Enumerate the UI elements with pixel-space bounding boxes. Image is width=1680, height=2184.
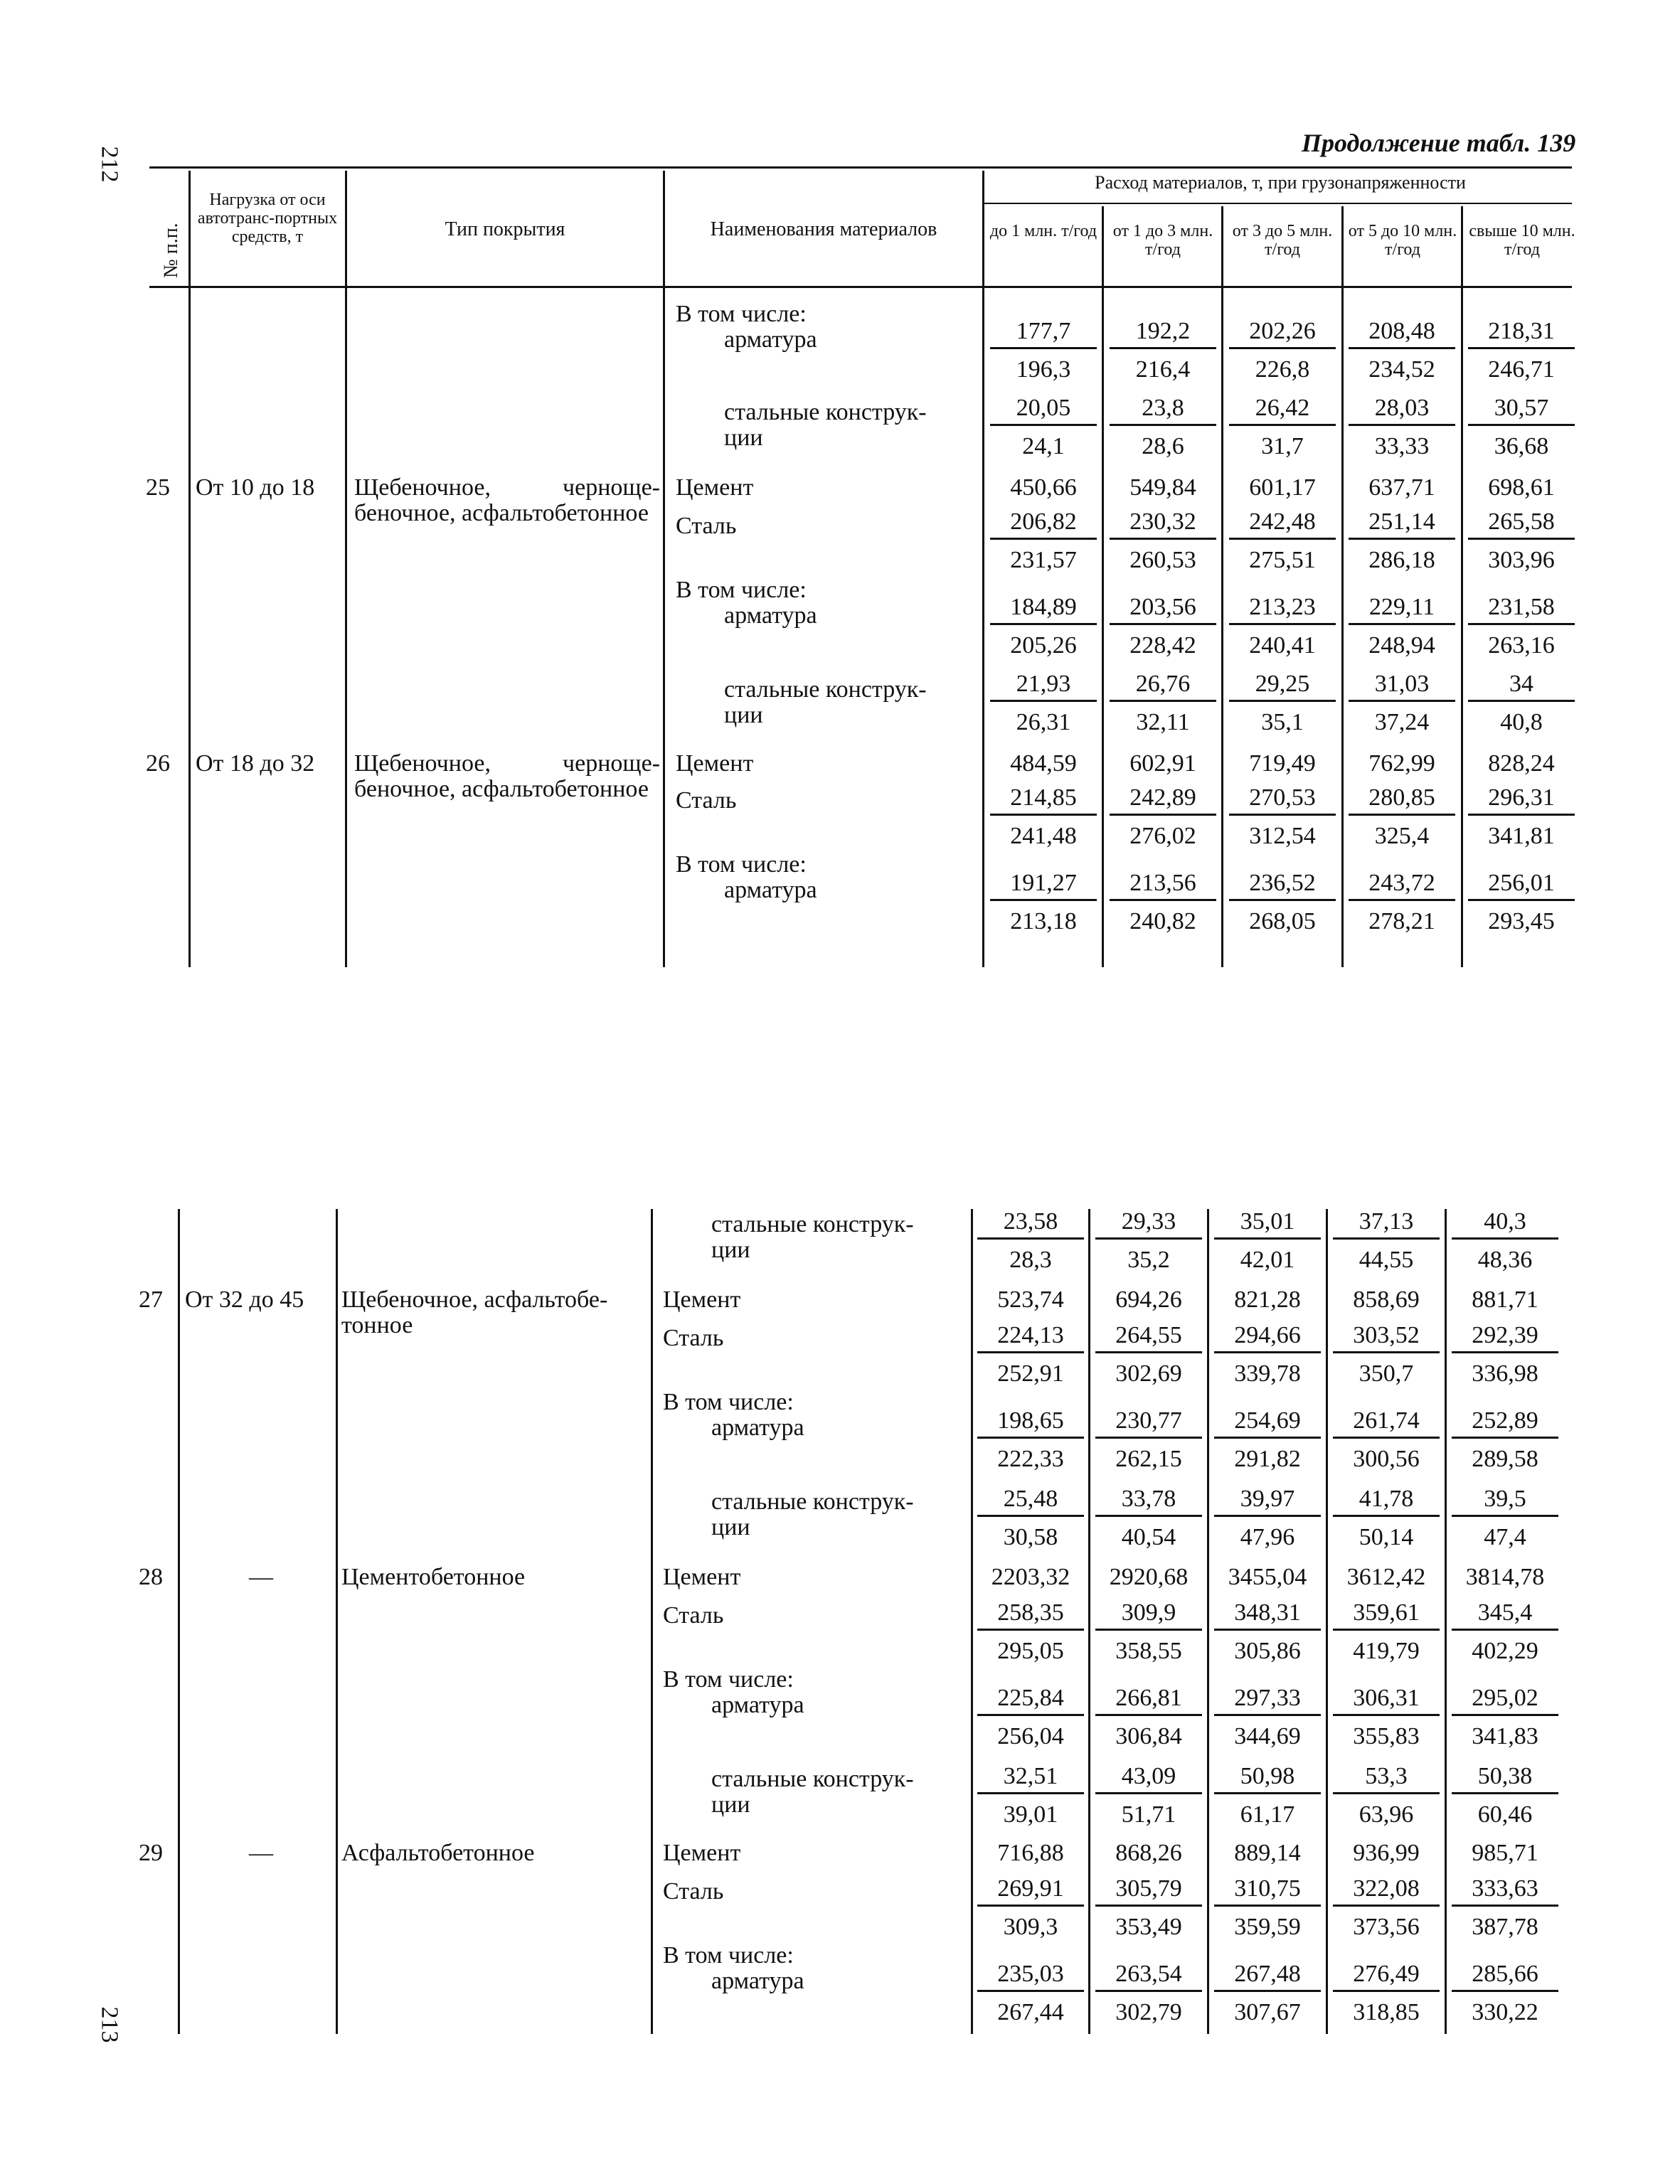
row-load: От 32 до 45 (185, 1287, 304, 1313)
table-continuation-title: Продолжение табл. 139 (1302, 129, 1576, 157)
material-label: Сталь (663, 1878, 724, 1905)
material-label: арматура (711, 1692, 804, 1718)
top-rule (149, 166, 1572, 169)
value-cell: 39,01 (1003, 1801, 1058, 1828)
value-cell: 40,54 (1121, 1524, 1176, 1550)
value-cell: 43,09 (1095, 1764, 1202, 1794)
value-cell: 34 (1468, 671, 1575, 702)
value-cell: 33,33 (1374, 433, 1430, 459)
value-cell: 261,74 (1333, 1408, 1440, 1439)
value-cell: 26,76 (1110, 671, 1216, 702)
value-cell: 260,53 (1129, 547, 1196, 573)
value-cell: 359,59 (1234, 1914, 1301, 1940)
value-cell: 21,93 (990, 671, 1097, 702)
value-cell: 278,21 (1368, 908, 1435, 934)
value-cell: 60,46 (1477, 1801, 1533, 1828)
value-cell: 694,26 (1115, 1287, 1182, 1313)
value-cell: 267,48 (1214, 1961, 1321, 1992)
col-line (345, 171, 347, 967)
value-cell: 312,54 (1249, 823, 1316, 849)
value-cell: 325,4 (1374, 823, 1430, 849)
value-cell: 256,01 (1468, 870, 1575, 901)
value-cell: 309,9 (1095, 1600, 1202, 1631)
value-cell: 270,53 (1229, 785, 1336, 816)
value-cell: 35,1 (1261, 709, 1304, 735)
value-cell: 280,85 (1349, 785, 1455, 816)
col-line (336, 1209, 338, 2034)
material-label: Сталь (676, 513, 737, 539)
row-no: 29 (139, 1840, 163, 1866)
value-cell: 39,5 (1452, 1486, 1558, 1517)
value-cell: 196,3 (1016, 356, 1071, 383)
value-cell: 285,66 (1452, 1961, 1558, 1992)
value-cell: 240,82 (1129, 908, 1196, 934)
col-line (1102, 206, 1104, 967)
value-cell: 230,32 (1110, 509, 1216, 540)
row-coverage: Щебеночное, чернощебеночное, асфальтобетонное (354, 474, 660, 526)
row-no: 27 (139, 1287, 163, 1313)
value-cell: 330,22 (1472, 1999, 1538, 2025)
material-label: В том числе: (676, 301, 807, 327)
value-cell: 523,74 (997, 1287, 1064, 1313)
header-no: № п.п. (160, 223, 182, 278)
value-cell: 29,25 (1229, 671, 1336, 702)
value-cell: 28,3 (1009, 1247, 1052, 1273)
value-cell: 243,72 (1349, 870, 1455, 901)
value-cell: 268,05 (1249, 908, 1316, 934)
value-cell: 322,08 (1333, 1876, 1440, 1907)
value-cell: 48,36 (1477, 1247, 1533, 1273)
value-cell: 37,13 (1333, 1209, 1440, 1240)
material-label: В том числе: (676, 851, 807, 878)
value-cell: 3814,78 (1465, 1564, 1545, 1590)
value-cell: 828,24 (1488, 750, 1555, 777)
value-cell: 264,55 (1095, 1323, 1202, 1353)
value-cell: 300,56 (1353, 1446, 1420, 1472)
value-cell: 348,31 (1214, 1600, 1321, 1631)
value-cell: 698,61 (1488, 474, 1555, 501)
value-cell: 61,17 (1240, 1801, 1295, 1828)
value-cell: 63,96 (1359, 1801, 1414, 1828)
value-cell: 2203,32 (991, 1564, 1070, 1590)
col-line (982, 171, 984, 967)
value-cell: 450,66 (1010, 474, 1077, 501)
value-cell: 226,8 (1255, 356, 1310, 383)
value-cell: 231,57 (1010, 547, 1077, 573)
material-label: В том числе: (663, 1389, 794, 1415)
value-cell: 39,97 (1214, 1486, 1321, 1517)
value-cell: 858,69 (1353, 1287, 1420, 1313)
material-label: арматура (724, 326, 817, 353)
value-cell: 25,48 (977, 1486, 1084, 1517)
value-cell: 20,05 (990, 395, 1097, 426)
row-no: 26 (146, 750, 170, 777)
material-label: стальные конструк-ции (711, 1766, 914, 1818)
value-cell: 213,23 (1229, 595, 1336, 625)
value-cell: 254,69 (1214, 1408, 1321, 1439)
value-cell: 310,75 (1214, 1876, 1321, 1907)
value-cell: 51,71 (1121, 1801, 1176, 1828)
header-consumption: Расход материалов, т, при грузонапряженности (1095, 172, 1466, 193)
col-line (1326, 1209, 1328, 2034)
material-label: стальные конструк-ции (711, 1488, 914, 1540)
page-number-top: 212 (96, 146, 123, 183)
col-line (188, 171, 191, 967)
value-cell: 184,89 (990, 595, 1097, 625)
value-cell: 276,49 (1333, 1961, 1440, 1992)
value-cell: 297,33 (1214, 1685, 1321, 1716)
value-cell: 24,1 (1022, 433, 1065, 459)
value-cell: 387,78 (1472, 1914, 1538, 1940)
value-cell: 29,33 (1095, 1209, 1202, 1240)
value-cell: 601,17 (1249, 474, 1316, 501)
value-cell: 213,56 (1110, 870, 1216, 901)
header-load: Нагрузка от оси автотранс-портных средств, т (197, 191, 338, 246)
value-cell: 252,91 (997, 1360, 1064, 1387)
value-cell: 258,35 (977, 1600, 1084, 1631)
value-cell: 402,29 (1472, 1638, 1538, 1664)
value-cell: 191,27 (990, 870, 1097, 901)
value-cell: 305,79 (1095, 1876, 1202, 1907)
material-label: Цемент (663, 1840, 741, 1866)
value-cell: 985,71 (1472, 1840, 1538, 1866)
value-cell: 716,88 (997, 1840, 1064, 1866)
value-cell: 265,58 (1468, 509, 1575, 540)
value-cell: 355,83 (1353, 1723, 1420, 1749)
value-cell: 344,69 (1234, 1723, 1301, 1749)
value-cell: 889,14 (1234, 1840, 1301, 1866)
value-cell: 3612,42 (1346, 1564, 1426, 1590)
header-col-2: от 1 до 3 млн. т/год (1112, 222, 1213, 259)
value-cell: 35,01 (1214, 1209, 1321, 1240)
value-cell: 286,18 (1368, 547, 1435, 573)
value-cell: 3455,04 (1228, 1564, 1307, 1590)
value-cell: 229,11 (1349, 595, 1455, 625)
value-cell: 291,82 (1234, 1446, 1301, 1472)
value-cell: 252,89 (1452, 1408, 1558, 1439)
value-cell: 242,89 (1110, 785, 1216, 816)
value-cell: 208,48 (1349, 319, 1455, 349)
value-cell: 214,85 (990, 785, 1097, 816)
value-cell: 248,94 (1368, 632, 1435, 659)
value-cell: 177,7 (990, 319, 1097, 349)
value-cell: 336,98 (1472, 1360, 1538, 1387)
value-cell: 358,55 (1115, 1638, 1182, 1664)
value-cell: 30,58 (1003, 1524, 1058, 1550)
row-load: От 18 до 32 (196, 750, 315, 777)
material-label: Цемент (676, 474, 754, 501)
material-label: арматура (711, 1968, 804, 1994)
value-cell: 359,61 (1333, 1600, 1440, 1631)
value-cell: 236,52 (1229, 870, 1336, 901)
value-cell: 26,42 (1229, 395, 1336, 426)
material-label: арматура (711, 1415, 804, 1441)
value-cell: 222,33 (997, 1446, 1064, 1472)
value-cell: 333,63 (1452, 1876, 1558, 1907)
col-line (1221, 206, 1223, 967)
value-cell: 373,56 (1353, 1914, 1420, 1940)
value-cell: 40,8 (1500, 709, 1543, 735)
value-cell: 345,4 (1452, 1600, 1558, 1631)
value-cell: 821,28 (1234, 1287, 1301, 1313)
value-cell: 353,49 (1115, 1914, 1182, 1940)
value-cell: 251,14 (1349, 509, 1455, 540)
value-cell: 23,58 (977, 1209, 1084, 1240)
value-cell: 2920,68 (1109, 1564, 1189, 1590)
value-cell: 269,91 (977, 1876, 1084, 1907)
value-cell: 296,31 (1468, 785, 1575, 816)
value-cell: 53,3 (1333, 1764, 1440, 1794)
value-cell: 228,42 (1129, 632, 1196, 659)
value-cell: 341,83 (1472, 1723, 1538, 1749)
value-cell: 216,4 (1135, 356, 1191, 383)
value-cell: 289,58 (1472, 1446, 1538, 1472)
value-cell: 218,31 (1468, 319, 1575, 349)
value-cell: 263,54 (1095, 1961, 1202, 1992)
value-cell: 203,56 (1110, 595, 1216, 625)
value-cell: 50,38 (1452, 1764, 1558, 1794)
value-cell: 306,84 (1115, 1723, 1182, 1749)
header-col-3: от 3 до 5 млн. т/год (1232, 222, 1333, 259)
value-cell: 419,79 (1353, 1638, 1420, 1664)
value-cell: 37,24 (1374, 709, 1430, 735)
value-cell: 302,79 (1115, 1999, 1182, 2025)
value-cell: 47,96 (1240, 1524, 1295, 1550)
value-cell: 303,96 (1488, 547, 1555, 573)
col-line (1341, 206, 1344, 967)
value-cell: 28,03 (1349, 395, 1455, 426)
value-cell: 266,81 (1095, 1685, 1202, 1716)
value-cell: 33,78 (1095, 1486, 1202, 1517)
material-label: Сталь (676, 787, 737, 814)
value-cell: 637,71 (1368, 474, 1435, 501)
value-cell: 484,59 (1010, 750, 1077, 777)
value-cell: 309,3 (1003, 1914, 1058, 1940)
material-label: Сталь (663, 1602, 724, 1629)
value-cell: 213,18 (1010, 908, 1077, 934)
header-col-4: от 5 до 10 млн. т/год (1348, 222, 1457, 259)
value-cell: 28,6 (1142, 433, 1184, 459)
row-coverage: Цементобетонное (341, 1564, 526, 1590)
value-cell: 44,55 (1359, 1247, 1414, 1273)
value-cell: 36,68 (1494, 433, 1549, 459)
col-line (663, 171, 665, 967)
value-cell: 292,39 (1452, 1323, 1558, 1353)
value-cell: 50,14 (1359, 1524, 1414, 1550)
value-cell: 602,91 (1129, 750, 1196, 777)
value-cell: 306,31 (1333, 1685, 1440, 1716)
value-cell: 295,02 (1452, 1685, 1558, 1716)
value-cell: 205,26 (1010, 632, 1077, 659)
col-line (1445, 1209, 1447, 2034)
page-number-bottom: 213 (96, 2006, 123, 2043)
value-cell: 234,52 (1368, 356, 1435, 383)
row-load: От 10 до 18 (196, 474, 315, 501)
value-cell: 868,26 (1115, 1840, 1182, 1866)
value-cell: 256,04 (997, 1723, 1064, 1749)
material-label: Цемент (663, 1564, 741, 1590)
value-cell: 32,51 (977, 1764, 1084, 1794)
value-cell: 307,67 (1234, 1999, 1301, 2025)
value-cell: 350,7 (1359, 1360, 1414, 1387)
value-cell: 35,2 (1127, 1247, 1170, 1273)
col-line (1461, 206, 1463, 967)
header-materials: Наименования материалов (710, 218, 937, 240)
col-line (1088, 1209, 1090, 2034)
value-cell: 42,01 (1240, 1247, 1295, 1273)
material-label: Цемент (663, 1287, 741, 1313)
row-load: — (249, 1840, 273, 1866)
header-bottom-rule (149, 286, 1572, 288)
value-cell: 206,82 (990, 509, 1097, 540)
value-cell: 192,2 (1110, 319, 1216, 349)
value-cell: 242,48 (1229, 509, 1336, 540)
col-line (1207, 1209, 1209, 2034)
header-coverage: Тип покрытия (445, 218, 565, 240)
value-cell: 293,45 (1488, 908, 1555, 934)
value-cell: 40,3 (1452, 1209, 1558, 1240)
row-coverage: Асфальтобетонное (341, 1840, 535, 1866)
value-cell: 47,4 (1484, 1524, 1526, 1550)
col-line (971, 1209, 973, 2034)
value-cell: 41,78 (1333, 1486, 1440, 1517)
value-cell: 305,86 (1234, 1638, 1301, 1664)
value-cell: 225,84 (977, 1685, 1084, 1716)
value-cell: 341,81 (1488, 823, 1555, 849)
value-cell: 231,58 (1468, 595, 1575, 625)
header-col-5: свыше 10 млн. т/год (1469, 222, 1575, 259)
material-label: Сталь (663, 1325, 724, 1351)
value-cell: 31,03 (1349, 671, 1455, 702)
row-no: 28 (139, 1564, 163, 1590)
value-cell: 241,48 (1010, 823, 1077, 849)
material-label: В том числе: (663, 1942, 794, 1969)
value-cell: 235,03 (977, 1961, 1084, 1992)
value-cell: 881,71 (1472, 1287, 1538, 1313)
value-cell: 198,65 (977, 1408, 1084, 1439)
value-cell: 267,44 (997, 1999, 1064, 2025)
value-cell: 26,31 (1016, 709, 1071, 735)
value-cell: 303,52 (1333, 1323, 1440, 1353)
value-cell: 339,78 (1234, 1360, 1301, 1387)
value-cell: 302,69 (1115, 1360, 1182, 1387)
material-label: арматура (724, 877, 817, 903)
material-label: стальные конструк-ции (711, 1211, 914, 1263)
col-line (651, 1209, 653, 2034)
value-cell: 240,41 (1249, 632, 1316, 659)
header-col-1: до 1 млн. т/год (989, 222, 1097, 240)
value-cell: 30,57 (1468, 395, 1575, 426)
value-cell: 318,85 (1353, 1999, 1420, 2025)
value-cell: 719,49 (1249, 750, 1316, 777)
value-cell: 263,16 (1488, 632, 1555, 659)
value-cell: 275,51 (1249, 547, 1316, 573)
material-label: стальные конструк-ции (724, 399, 927, 451)
value-cell: 276,02 (1129, 823, 1196, 849)
material-label: стальные конструк-ции (724, 676, 927, 728)
value-cell: 262,15 (1115, 1446, 1182, 1472)
value-cell: 32,11 (1136, 709, 1190, 735)
value-cell: 762,99 (1368, 750, 1435, 777)
material-label: В том числе: (676, 577, 807, 603)
material-label: Цемент (676, 750, 754, 777)
value-cell: 246,71 (1488, 356, 1555, 383)
value-cell: 50,98 (1214, 1764, 1321, 1794)
row-no: 25 (146, 474, 170, 501)
value-cell: 549,84 (1129, 474, 1196, 501)
row-coverage: Щебеночное, асфальтобетонное (341, 1287, 608, 1338)
row-load: — (249, 1564, 273, 1590)
value-cell: 295,05 (997, 1638, 1064, 1664)
material-label: арматура (724, 602, 817, 629)
value-cell: 224,13 (977, 1323, 1084, 1353)
value-cell: 23,8 (1110, 395, 1216, 426)
value-cell: 230,77 (1095, 1408, 1202, 1439)
value-cell: 31,7 (1261, 433, 1304, 459)
value-cell: 936,99 (1353, 1840, 1420, 1866)
consumption-header-rule (983, 203, 1572, 204)
value-cell: 294,66 (1214, 1323, 1321, 1353)
value-cell: 202,26 (1229, 319, 1336, 349)
material-label: В том числе: (663, 1666, 794, 1693)
row-coverage: Щебеночное, чернощебеночное, асфальтобетонное (354, 750, 660, 802)
col-line (178, 1209, 180, 2034)
